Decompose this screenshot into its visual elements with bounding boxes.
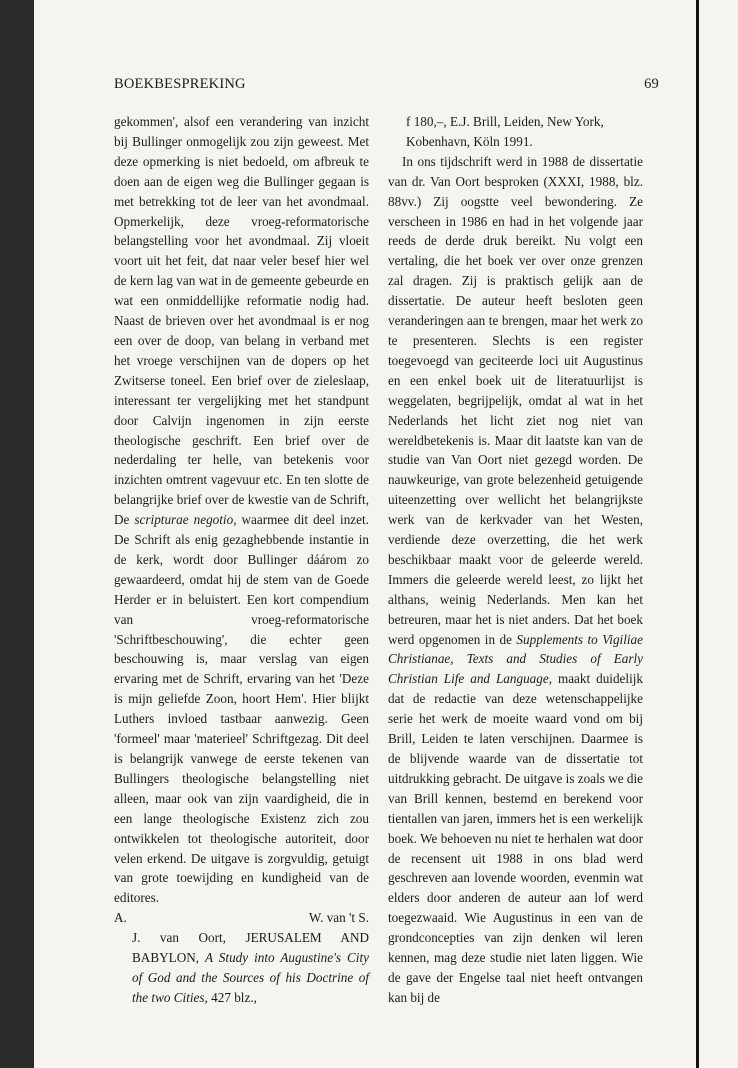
latin-title: scripturae negotio xyxy=(134,512,234,528)
review-pages: , 427 blz., xyxy=(204,989,257,1005)
series-title: Supplements to Vigiliae Christianae, Texts and Studies of Early Christian Life and Language xyxy=(388,631,643,687)
publication-info xyxy=(388,112,643,152)
scan-edge xyxy=(696,0,738,1068)
left-column xyxy=(114,112,369,1008)
reviewer-signature xyxy=(114,908,369,928)
review-author-title: J. van Oort, JERUSALEM AND BABYLON, xyxy=(132,930,369,966)
review-body-paragraph-2 xyxy=(388,152,643,1008)
review-heading xyxy=(114,928,369,1008)
review-title-italic: A Study into Augustine's City of God and the Sources of his Doctrine of the two Cities xyxy=(132,950,369,1005)
book-page xyxy=(34,0,696,1068)
section-title: BOEKBESPREKING xyxy=(114,76,246,92)
page-number: 69 xyxy=(644,76,659,92)
right-column xyxy=(388,112,643,1008)
signature-initial: A. xyxy=(114,910,127,926)
paragraph-text: gekommen', alsof een verandering van inzicht bij Bullinger onmogelijk zou zijn geweest. Met deze opmerking is niet bedoeld, om afbreuk te doen aan de eigen weg die Bullinger gegaan is met betrekking tot de leer van het avondmaal. Opmerkelijk, deze vroeg-reformatorische belangstelling voor het avondmaal. Zij vloeit voort uit het feit, dat naar veler besef hier wel de kern lag van wat in de gemeente gebeurde en wat een onmiddellijke reformatie nodig had. Naast de brieven over het avondmaal is er nog een over de doop, van belang in verband met het vroege verschijnen van de dopers op het Zwitserse toneel. Een brief over de zieleslaap, interessant ter vergelijking met het standpunt door Calvijn ingenomen in zijn eerste theologische geschrift. Een brief over de nederdaling ter helle, van betekenis voor inzichten omtrent vagevuur etc. En ten slotte de belangrijke brief over de kwestie van de Schrift, De xyxy=(114,114,369,528)
review-body-paragraph xyxy=(114,112,369,908)
paragraph-text-cont: , waarmee dit deel inzet. De Schrift als enig gezaghebbende instantie in de kerk, wordt door Bullinger dáárom zo gewaardeerd, omdat hij de stem van de Goede Herder er in beluistert. Een kort compendium van vroeg-reformatorische 'Schriftbeschouwing', die echter geen beschouwing is, maar verslag van eigen ervaring met de Schrift, ervaring van het 'Deze is mijn geliefde Zoon, hoort Hem'. Hier blijkt Luthers invloed tastbaar aanwezig. Geen 'formeel' maar 'materieel' Schriftgezag. Dit deel is belangrijk vanwege de eerste tekenen van Bullingers theologische belangstelling niet alleen, maar ook van zijn vaardigheid, die in een lange theologische Existenz zich zou ontwikkelen tot theologische autoriteit, door velen erkend. De uitgave is zorgvuldig, getuigt van grote toewijding en kundigheid van de editores. xyxy=(114,512,369,906)
paragraph-text: In ons tijdschrift werd in 1988 de dissertatie van dr. Van Oort besproken (XXXI, 1988, blz. 88vv.) Zij oogstte veel bewondering. Ze verscheen in 1986 en had in het volgende jaar reeds de derde druk bereikt. Nu volgt een vertaling, die het boek ver over onze grenzen zal dragen. Zij is praktisch gelijk aan de dissertatie. De auteur heeft besloten geen veranderingen aan te brengen, maar het werk zo te presenteren. Slechts is een register toegevoegd van geciteerde loci uit Augustinus en een enkel boek uit de literatuurlijst is weggelaten, begrijpelijk, omdat al wat in het Nederlands het licht ziet nog niet van wereldbetekenis is. Maar dit laatste kan van de studie van Van Oort niet gezegd worden. De nauwkeurige, van grote belezenheid getuigende uiteenzetting over wellicht het belangrijkste werk van de kerkvader van het Westen, verdiende deze overzetting, die het werk beschikbaar maakt voor de geleerde wereld. Immers die geleerde wereld leest, zo lijkt het althans, weinig Nederlands. Men kan het betreuren, maar het is niet anders. Dat het boek werd opgenomen in de xyxy=(388,153,643,647)
price-publisher-line: f 180,–, E.J. Brill, Leiden, New York, Kobenhavn, Köln 1991. xyxy=(406,114,604,149)
signature-name: W. van 't S. xyxy=(308,910,369,926)
paragraph-text-cont: , maakt duidelijk dat de redactie van deze wetenschappelijke serie het werk de moeite waard vond om bij Brill, Leiden te laten verschijnen. Daarmee is de blijvende waarde van de dissertatie tot uitdrukking gebracht. De uitgave is zoals we die van Brill kennen, bestemd en berekend voor tientallen van jaren, immers het is een werkelijk boek. We behoeven nu niet te herhalen wat door de recensent uit 1988 in ons blad werd geschreven aan lovende woorden, evenmin wat elders door anderen de auteur aan lof werd toegezwaaid. Wie Augustinus in een van de grondconcepties van zijn denken wil leren kennen, mag deze studie niet laten liggen. Wie de gave der Engelse taal niet heeft ontvangen kan bij de xyxy=(388,671,643,1005)
